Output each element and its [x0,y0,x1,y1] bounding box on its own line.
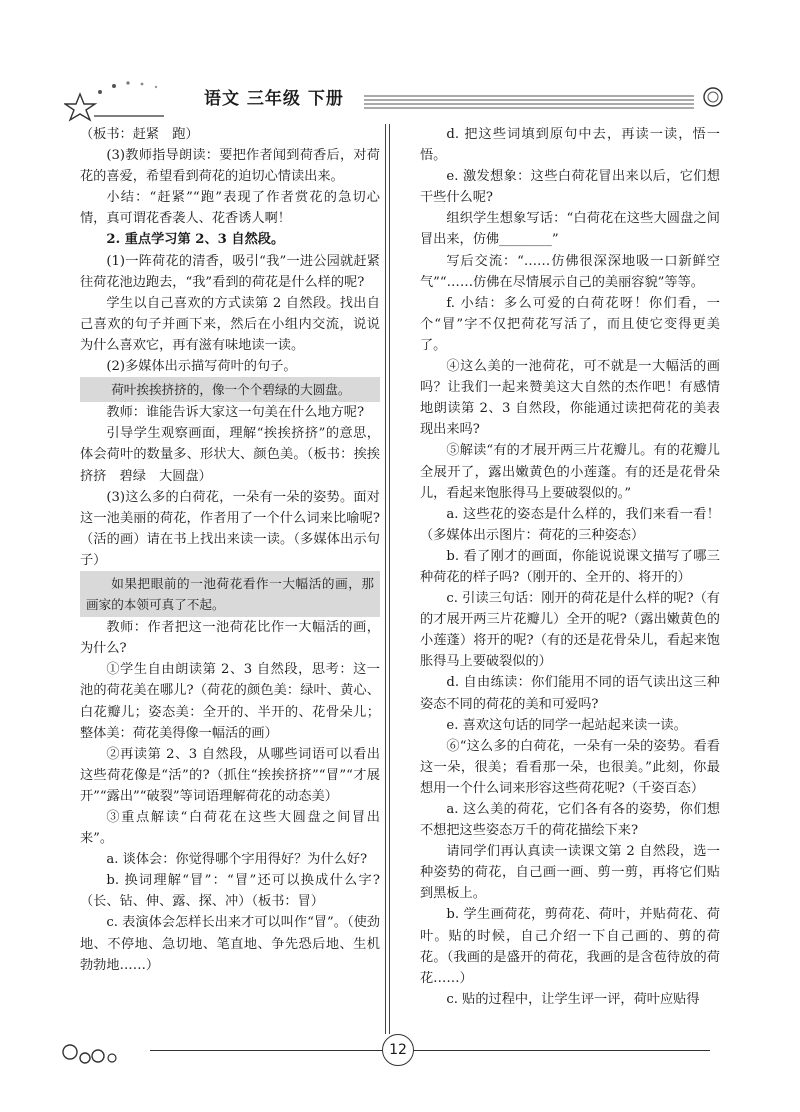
page-footer [60,1030,740,1080]
paragraph: e. 激发想象：这些白荷花冒出来以后，它们想干些什么呢? [420,169,720,206]
paragraph: 2. 重点学习第 2、3 自然段。 [106,232,285,248]
paragraph: a. 这么美的荷花，它们各有各的姿势，你们想不想把这些姿态万千的荷花描绘下来? [420,802,720,839]
paragraph: 请同学们再认真读一读课文第 2 自然段，选一种姿势的荷花，自己画一画、剪一剪，再将它们贴到黑板上。 [420,844,720,902]
paragraph: c. 引读三句话：刚开的荷花是什么样的呢?（有的才展开两三片花瓣儿）全开的呢?（露出嫩黄色的小莲蓬）将开的呢?（有的还是花骨朵儿，看起来饱胀得马上要破裂似的） [420,591,720,670]
paragraph: c. 贴的过程中，让学生评一评，荷叶应贴得 [446,991,700,1007]
paragraph: (2)多媒体出示描写荷叶的句子。 [106,359,297,375]
paragraph: 学生以自己喜欢的方式读第 2 自然段。找出自己喜欢的句子并画下来，然后在小组内交流，说说为什么喜欢它，再有滋有味地读一读。 [80,295,380,353]
paragraph: b. 看了刚才的画面，你能说说课文描写了哪三种荷花的样子吗?（刚开的、全开的、将开的） [420,548,720,585]
bubbles-decoration-icon [60,1036,150,1072]
paragraph: ①学生自由朗读第 2、3 自然段，思考：这一池的荷花美在哪儿?（荷花的颜色美：绿叶、黄心、白花瓣儿；姿态美：全开的、半开的、花骨朵儿；整体美：荷花美得像一幅活的画） [80,662,380,741]
paragraph: ⑤解读“有的才展开两三片花瓣儿。有的花瓣儿全展开了，露出嫩黄色的小莲蓬。有的还是花骨朵儿，看起来饱胀得马上要破裂似的。” [420,443,720,501]
paragraph: （板书：赶紧 跑） [80,127,199,142]
header-rule [364,92,694,112]
footer-rule [150,1050,710,1051]
paragraph: c. 表演体会怎样长出来才可以叫作“冒”。（使劲地、不停地、急切地、笔直地、争先恐后地、生机勃勃地……） [80,915,380,973]
paragraph: b. 学生画荷花，剪荷花、荷叶，并贴荷花、荷叶。贴的时候，自己介绍一下自己画的、剪的荷花。（我画的是盛开的荷花，我画的是含苞待放的荷花……） [420,907,720,986]
paragraph: ②再读第 2、3 自然段，从哪些词语可以看出这些荷花像是“活”的?（抓住“挨挨挤挤”“冒”“才展开”“露出”“破裂”等词语理解荷花的动态美） [80,746,380,804]
paragraph: f. 小结：多么可爱的白荷花呀！你们看，一个“冒”字不仅把荷花写活了，而且使它变得更美了。 [420,295,720,353]
page-header [64,72,724,124]
paragraph: 写后交流：“……仿佛很深深地吸一口新鲜空气”“……仿佛在尽情展示自己的美丽容貌”等等。 [420,253,720,290]
paragraph: 教师：谁能告诉大家这一句美在什么地方呢? [106,405,365,421]
paragraph: 教师：作者把这一池荷花比作一大幅活的画，为什么? [80,620,380,657]
paragraph: 引导学生观察画面，理解“挨挨挤挤”的意思，体会荷叶的数量多、形状大、颜色美。（板书：挨挨挤挤 碧绿 大圆盘） [80,426,380,484]
paragraph: d. 自由练读：你们能用不同的语气读出这三种姿态不同的荷花的美和可爱吗? [420,675,720,712]
paragraph: (3)这么多的白荷花，一朵有一朵的姿势。面对这一池美丽的荷花，作者用了一个什么词来比喻呢?（活的画）请在书上找出来读一读。（多媒体出示句子） [80,489,380,568]
paragraph: a. 谈体会：你觉得哪个字用得好？为什么好? [106,852,368,868]
paragraph: b. 换词理解“冒”：“冒”还可以换成什么字?（长、钻、伸、露、探、冲）（板书：冒） [80,873,380,910]
paragraph: 小结：“赶紧”“跑”表现了作者赏花的急切心情，真可谓花香袭人、花香诱人啊！ [80,190,380,227]
paragraph: (1)一阵荷花的清香，吸引“我”一进公园就赶紧往荷花池边跑去，“我”看到的荷花是什么样的呢? [80,253,380,290]
paragraph: 组织学生想象写话：“白荷花在这些大圆盘之间冒出来，仿佛________” [420,211,720,248]
paragraph: d. 把这些词填到原句中去，再读一读，悟一悟。 [420,127,720,164]
paragraph: (3)教师指导朗读：要把作者闻到荷香后，对荷花的喜爱，希望看到荷花的迫切心情读出来。 [80,148,380,185]
star-decoration-icon [64,72,184,122]
paragraph: ③重点解读“白荷花在这些大圆盘之间冒出来”。 [80,810,380,847]
paragraph: ④这么美的一池荷花，可不就是一大幅活的画吗？让我们一起来赞美这大自然的杰作吧！有感情地朗读第 2、3 自然段，你能通过读把荷花的美表现出来吗? [420,359,720,438]
paragraph: e. 喜欢这句话的同学一起站起来读一读。 [446,717,687,733]
paragraph: a. 这些花的姿态是什么样的，我们来看一看！（多媒体出示图片：荷花的三种姿态） [420,506,720,543]
right-column [420,124,720,1010]
left-column [80,124,380,976]
page-number: 12 [382,1034,414,1066]
header-title: 语文 三年级 下册 [204,89,344,109]
body-text [80,124,720,1034]
highlighted-quote: 荷叶挨挨挤挤的，像一个个碧绿的大圆盘。 [80,377,380,402]
sun-circle-icon [702,86,724,108]
paragraph: ⑥“这么多的白荷花，一朵有一朵的姿势。看看这一朵，很美；看看那一朵，也很美。”此刻，你最想用一个什么词来形容这些荷花呢?（千姿百态） [420,738,720,796]
highlighted-quote: 如果把眼前的一池荷花看作一大幅活的画，那画家的本领可真了不起。 [80,571,380,617]
